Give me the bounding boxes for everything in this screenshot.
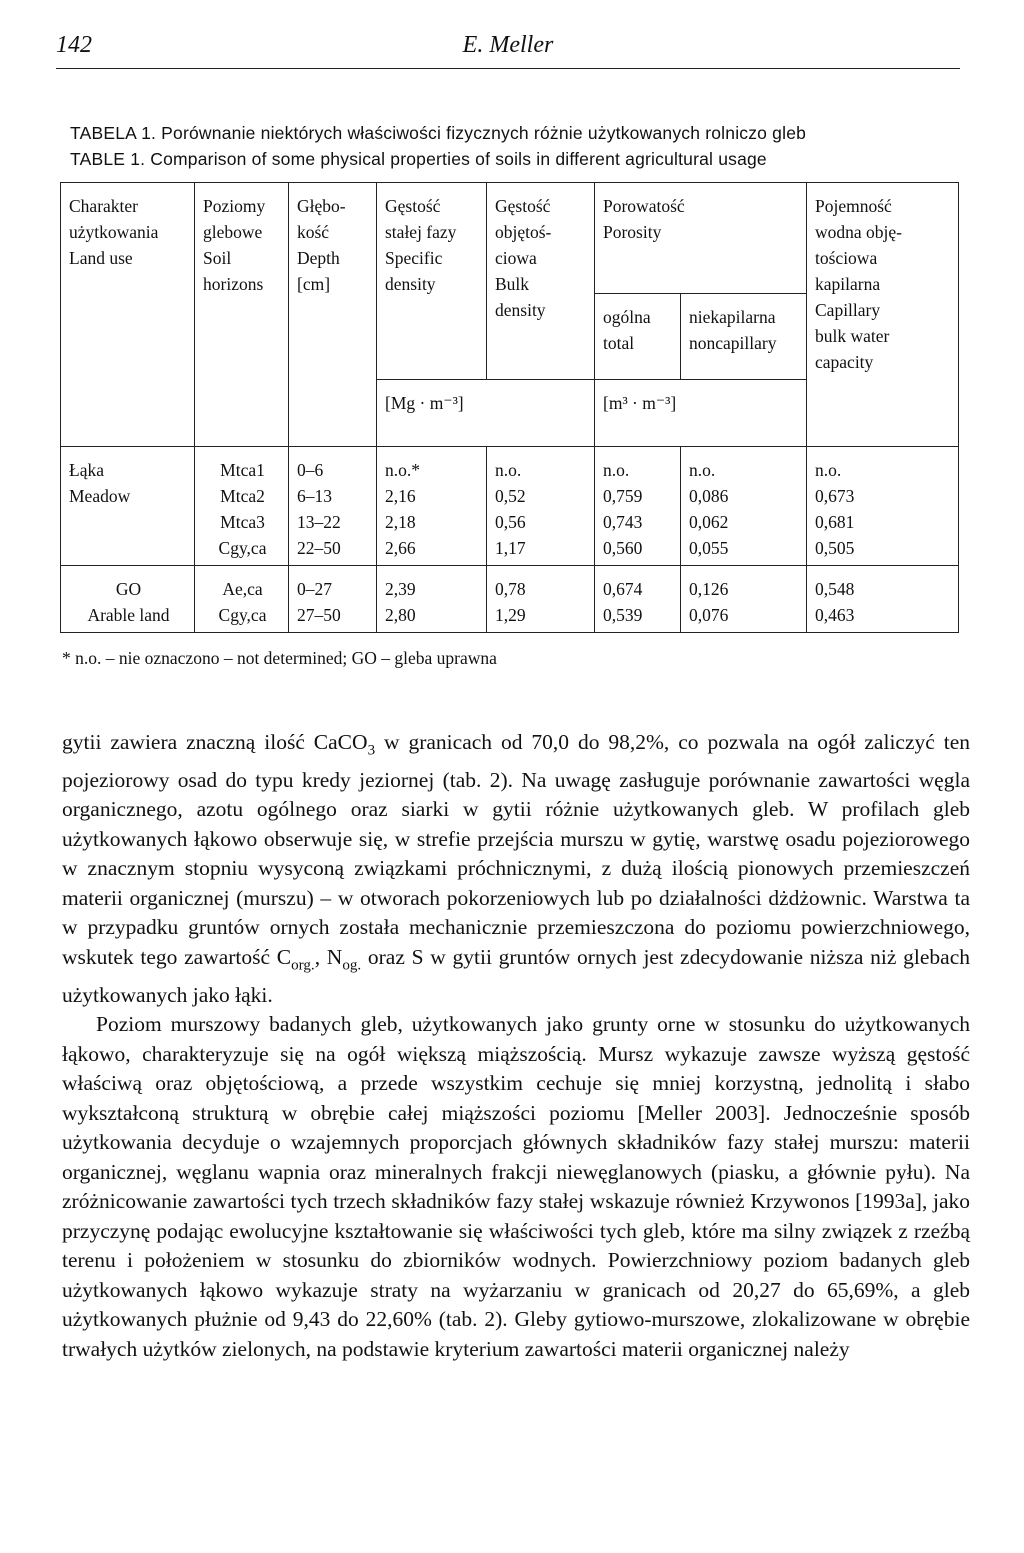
horizons-meadow: Mtca1 Mtca2 Mtca3 Cgy,ca bbox=[195, 446, 289, 565]
land-use-arable: GO Arable land bbox=[61, 565, 195, 632]
capacity-arable: 0,548 0,463 bbox=[807, 565, 959, 632]
running-head: E. Meller bbox=[462, 32, 554, 58]
header-bulk-density: Gęstość objętoś- ciowa Bulk density bbox=[487, 183, 595, 380]
page-number: 142 bbox=[56, 32, 92, 58]
porosity-noncap-meadow: n.o. 0,086 0,062 0,055 bbox=[681, 446, 807, 565]
header-land-use: Charakter użytkowania Land use bbox=[61, 183, 195, 447]
paragraph-1: gytii zawiera znaczną ilość CaCO$_3$ w granicach od 70,0 do 98,2%, co pozwala na ogół zaliczyć ten pojeziorowy osad do typu kredy jeziornej (tab. 2). Na uwagę zasługuje porównanie zawartości węgla organicznego, azotu ogólnego oraz siarki w gytii różnie użytkowanych gleb. W profilach gleb użytkowanych łąkowo obserwuje się, w strefie przejścia murszu w gytię, warstwę osadu pojeziorowego w znacznym stopniu wysyconą związkami próchnicznymi, z dużą ilością pionowych przemieszczeń materii organicznej (murszu) – w otworach pokorzeniowych lub po działalności dżdżownic. Warstwa ta w przypadku gruntów ornych została mechanicznie przemieszczona do poziomu powierzchniowego, wskutek tego zawartość $C_{org.}$, $N_{og.}$ oraz S w gytii gruntów ornych jest zdecydowanie niższa niż glebach użytkowanych jako łąki. bbox=[62, 730, 971, 1007]
body-text bbox=[62, 728, 970, 1364]
header-porosity: Porowatość Porosity bbox=[595, 183, 807, 294]
density-unit: [Mg · m⁻³] bbox=[377, 379, 595, 446]
porosity-total-arable: 0,674 0,539 bbox=[595, 565, 681, 632]
specific-density-meadow: n.o.* 2,16 2,18 2,66 bbox=[377, 446, 487, 565]
bulk-density-arable: 0,78 1,29 bbox=[487, 565, 595, 632]
physical-properties-table bbox=[60, 182, 959, 633]
land-use-meadow: Łąka Meadow bbox=[61, 446, 195, 565]
horizons-arable: Ae,ca Cgy,ca bbox=[195, 565, 289, 632]
header-porosity-total: ogólna total bbox=[595, 294, 681, 380]
porosity-noncap-arable: 0,126 0,076 bbox=[681, 565, 807, 632]
header-specific-density: Gęstość stałej fazy Specific density bbox=[377, 183, 487, 380]
capacity-unit-cell bbox=[807, 379, 959, 446]
capacity-meadow: n.o. 0,673 0,681 0,505 bbox=[807, 446, 959, 565]
porosity-unit: [m³ · m⁻³] bbox=[595, 379, 807, 446]
table-footnote: * n.o. – nie oznaczono – not determined; GO – gleba uprawna bbox=[62, 648, 497, 668]
header-capillary-capacity: Pojemność wodna obję- tościowa kapilarna Capillary bulk water capacity bbox=[807, 183, 959, 380]
porosity-total-meadow: n.o. 0,759 0,743 0,560 bbox=[595, 446, 681, 565]
depth-arable: 0–27 27–50 bbox=[289, 565, 377, 632]
paragraph-2: Poziom murszowy badanych gleb, użytkowanych jako grunty orne w stosunku do użytkowanych łąkowo, charakteryzuje się na ogół większą miąższością. Mursz wykazuje zawsze wyższą gęstość właściwą oraz objętościową, a przede wszystkim cechuje się mniej korzystną, jednolitą i słabo wykształconą strukturą w obrębie całej miąższości poziomu [Meller 2003]. Jednocześnie sposób użytkowania decyduje o wzajemnych proporcjach głównych składników fazy stałej murszu: materii organicznej, węglanu wapnia oraz mineralnych frakcji niewęglanowych (piasku, a głównie pyłu). Na zróżnicowanie zawartości tych trzech składników fazy stałej wskazuje również Krzywonos [1993a], jako przyczynę podając ewolucyjne kształtowanie się właściwości tych gleb, które ma silny związek z rzeźbą terenu i położeniem w stosunku do zbiorników wodnych. Powierzchniowy poziom badanych gleb użytkowanych łąkowo wykazuje straty na wyżarzaniu w granicach od 20,27 do 65,69%, a gleb użytkowanych płużnie od 9,43 do 22,60% (tab. 2). Gleby gytiowo-murszowe, zlokalizowane w obrębie trwałych użytków zielonych, na podstawie kryterium zawartości materii organicznej należy bbox=[62, 1012, 970, 1361]
table-caption-en: TABLE 1. Comparison of some physical properties of soils in different agricultural usage bbox=[70, 149, 767, 169]
header-soil-horizons: Poziomy glebowe Soil horizons bbox=[195, 183, 289, 447]
bulk-density-meadow: n.o. 0,52 0,56 1,17 bbox=[487, 446, 595, 565]
table-caption-pl: TABELA 1. Porównanie niektórych właściwości fizycznych różnie użytkowanych rolniczo gleb bbox=[70, 123, 807, 143]
specific-density-arable: 2,39 2,80 bbox=[377, 565, 487, 632]
header-porosity-noncapillary: niekapilarna noncapillary bbox=[681, 294, 807, 380]
table-row-meadow bbox=[61, 446, 959, 565]
depth-meadow: 0–6 6–13 13–22 22–50 bbox=[289, 446, 377, 565]
header-depth: Głębo- kość Depth [cm] bbox=[289, 183, 377, 447]
table-row-arable bbox=[61, 565, 959, 632]
page-header bbox=[56, 30, 960, 69]
